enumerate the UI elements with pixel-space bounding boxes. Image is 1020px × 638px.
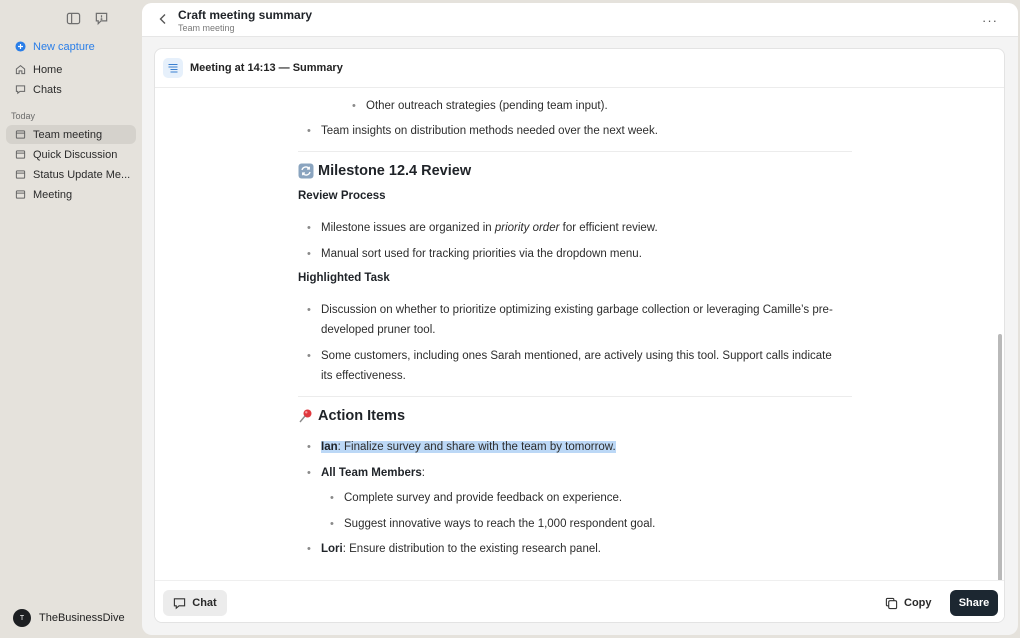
more-options-icon[interactable]: ···: [982, 13, 998, 28]
sidebar-item-chats[interactable]: [6, 80, 136, 99]
sidebar-item-label: Chats: [33, 83, 62, 96]
divider: [298, 151, 852, 152]
sidebar: [0, 0, 142, 638]
share-button[interactable]: Share: [950, 590, 998, 616]
page-subtitle: Team meeting: [178, 23, 235, 33]
list-item: • All Team Members:: [307, 467, 425, 479]
list-item: • Other outreach strategies (pending team input).: [352, 100, 608, 112]
sidebar-item-label: Status Update Me...: [33, 168, 131, 181]
feedback-icon[interactable]: [94, 11, 109, 26]
document-icon: [15, 149, 26, 160]
sidebar-item-label: Quick Discussion: [33, 148, 118, 161]
list-item: • Discussion on whether to prioritize optimizing existing garbage collection or leveraging Camille’s pre- developed pruner tool.: [307, 304, 833, 336]
list-item: • Some customers, including ones Sarah mentioned, are actively using this tool. Support calls indicate its effectiveness.: [307, 350, 832, 382]
sidebar-item-meeting[interactable]: [6, 185, 136, 204]
pushpin-emoji-icon: [298, 408, 314, 424]
summary-card: [154, 48, 1005, 623]
refresh-emoji-icon: [298, 163, 314, 179]
sidebar-toggle-icon[interactable]: [66, 11, 81, 26]
subheading-review-process: Review Process: [298, 190, 386, 202]
list-item: • Team insights on distribution methods needed over the next week.: [307, 125, 658, 137]
list-item: • Milestone issues are organized in priority order for efficient review.: [307, 222, 658, 234]
summary-list-icon: [163, 58, 183, 78]
main-window: [142, 3, 1018, 635]
subheading-highlighted-task: Highlighted Task: [298, 272, 390, 284]
list-item: • Lori: Ensure distribution to the existing research panel.: [307, 543, 601, 555]
highlighted-text: Ian: Finalize survey and share with the team by tomorrow.: [321, 441, 616, 453]
list-item: • Complete survey and provide feedback on experience.: [330, 492, 623, 504]
header: [142, 3, 1018, 37]
sidebar-item-quick-discussion[interactable]: [6, 145, 136, 164]
summary-scroll-area[interactable]: [155, 89, 1005, 580]
document-icon: [15, 189, 26, 200]
list-item: • Suggest innovative ways to reach the 1,000 respondent goal.: [330, 518, 656, 530]
back-arrow-icon[interactable]: [156, 12, 170, 26]
copy-button[interactable]: Copy: [885, 590, 932, 616]
avatar: T: [13, 609, 31, 627]
user-name: TheBusinessDive: [39, 612, 125, 624]
card-header: [155, 49, 1005, 88]
scrollbar[interactable]: [998, 334, 1002, 580]
copy-icon: [885, 597, 898, 610]
card-footer: [155, 580, 1005, 623]
section-heading-action-items: Action Items: [298, 408, 405, 424]
sidebar-item-label: Meeting: [33, 188, 73, 201]
section-heading-milestone: Milestone 12.4 Review: [298, 163, 471, 179]
user-profile[interactable]: [13, 609, 125, 627]
home-icon: [15, 64, 26, 75]
chat-button[interactable]: Chat: [163, 590, 227, 616]
chat-bubble-icon: [15, 84, 26, 95]
plus-circle-icon: [15, 41, 26, 52]
sidebar-item-label: Home: [33, 63, 63, 76]
sidebar-item-home[interactable]: [6, 60, 136, 79]
page-title: Craft meeting summary: [178, 8, 313, 22]
sidebar-item-team-meeting[interactable]: [6, 125, 136, 144]
new-capture-button[interactable]: [6, 37, 136, 56]
new-capture-label: New capture: [33, 40, 95, 53]
document-icon: [15, 169, 26, 180]
list-item: • Manual sort used for tracking priorities via the dropdown menu.: [307, 248, 642, 260]
list-item: • Ian: Finalize survey and share with the team by tomorrow.: [307, 441, 616, 453]
divider: [298, 396, 852, 397]
chat-bubble-icon: [173, 597, 186, 610]
sidebar-item-label: Team meeting: [33, 128, 103, 141]
card-title: Meeting at 14:13 — Summary: [190, 62, 343, 74]
sidebar-item-status-update[interactable]: [6, 165, 136, 184]
document-icon: [15, 129, 26, 140]
section-label-today: Today: [11, 111, 36, 121]
